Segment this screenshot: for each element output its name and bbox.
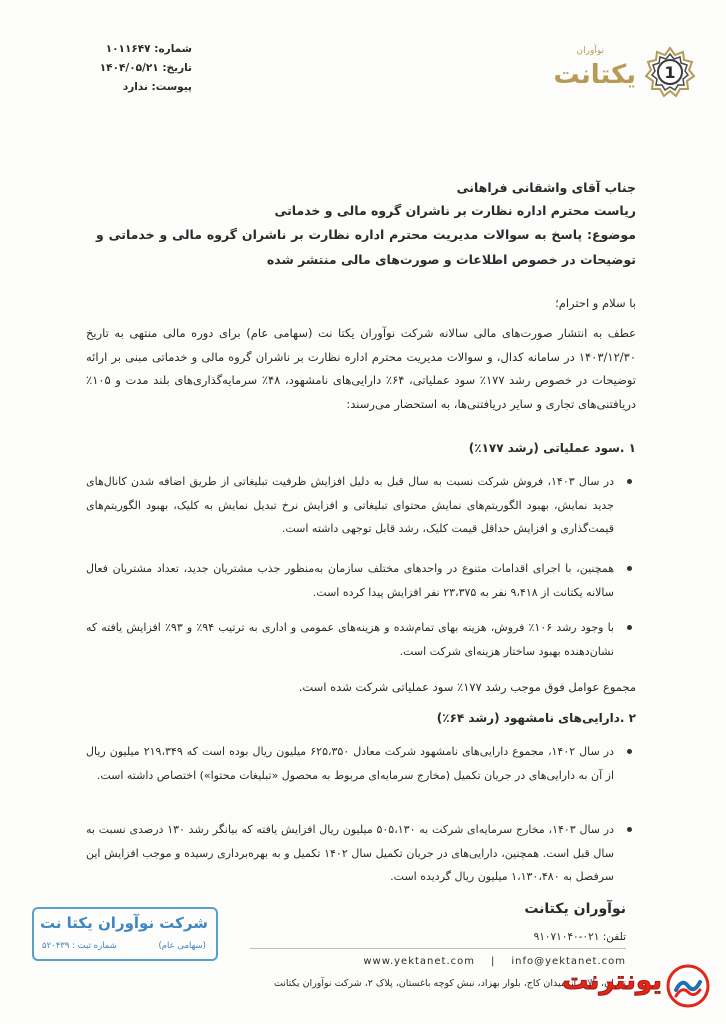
addressee-position-block	[96, 199, 636, 222]
watermark-logo	[530, 958, 716, 1014]
footer-address: تهران، بالاتر از میدان کاج، بلوار بهزاد، نبش کوچه باغستان، پلاک ۲، شرکت نوآوران یکتانت	[273, 978, 626, 989]
letter-meta	[92, 40, 192, 97]
intro-paragraph: عطف به انتشار صورت‌های مالی سالانه شرکت نوآوران یکتا نت (سهامی عام) برای دوره مالی منتهی به تاریخ ۱۴۰۳/۱۲/۳۰ در سامانه کدال، و سوالات مدیریت محترم اداره نظارت بر ناشران گروه مالی و خدماتی مبنی بر ارائه توضیحات در خصوص رشد ۱۷۷٪ سود عملیاتی، ۶۴٪ دارایی‌های نامشهود، ۴۸٪ سرمایه‌گذاری‌های بلند مدت و ۱۰۵٪ دریافتنی‌های تجاری و سایر دریافتنی‌ها، به استحضار می‌رسند:	[86, 326, 637, 411]
section2-bullet	[86, 818, 636, 889]
letter-subject: موضوع: پاسخ به سوالات مدیریت محترم اداره نظارت بر ناشران گروه مالی و خدماتی و توضیحات در خصوص اطلاعات و صورت‌های مالی منتشر شده	[96, 227, 636, 267]
section2-bullet-text: در سال ۱۴۰۳، مخارج سرمایه‌ای شرکت به ۵۰۵،۱۳۰ میلیون ریال افزایش یافته که بیانگر رشد ۱۳۰ درصدی نسبت به سال قبل است. همچنین، دارایی‌های در جریان تکمیل سال ۱۴۰۲ تکمیل و به بهره‌برداری رسیده و موجب افزایش این سرفصل به ۱،۱۳۰،۴۸۰ میلیون ریال گردیده است.	[86, 823, 615, 883]
letter-number: شماره: ۱۰۱۱۶۴۷	[105, 43, 192, 55]
letter-attachment: پیوست: ندارد	[122, 81, 192, 93]
section1-bullet-text: با وجود رشد ۱۰۶٪ فروش، هزینه بهای تمام‌شده و هزینه‌های عمومی و اداری به ترتیب ۹۴٪ و ۹۳٪ افزایش یافته که نشان‌دهنده بهبود ساختار هزینه‌ای شرکت است.	[86, 621, 614, 658]
bullet-dot-icon	[627, 479, 632, 484]
bullet-dot-icon	[627, 827, 632, 832]
stamp-company-name: شرکت نوآوران یکتا نت	[39, 914, 208, 932]
company-logo	[536, 40, 696, 102]
bullet-dot-icon	[627, 749, 632, 754]
section2-title: ۲ .دارایی‌های نامشهود (رشد ۶۴٪)	[436, 711, 636, 725]
logo-star-icon	[644, 46, 696, 98]
section1-bullet	[86, 616, 636, 663]
addressee-block	[96, 176, 636, 199]
section2-bullet	[86, 740, 636, 787]
bullet-dot-icon	[627, 625, 632, 630]
company-stamp	[32, 907, 218, 961]
footer-divider	[250, 948, 626, 949]
footer-website-link[interactable]: www.yektanet.com	[363, 956, 475, 967]
stamp-registration: شماره ثبت : ۵۲۰۴۳۹	[42, 941, 117, 951]
bullet-dot-icon	[627, 566, 632, 571]
section2-bullet-text: در سال ۱۴۰۲، مجموع دارایی‌های نامشهود شرکت معادل ۶۲۵،۳۵۰ میلیون ریال بوده است که ۲۱۹،۳۴۹ میلیون ریال از آن به دارایی‌های در جریان تکمیل (مخارج سرمایه‌ای مربوط به محصول «تبلیغات محتوا») اختصاص داشته است.	[86, 745, 614, 782]
addressee-name: جناب آقای واشقانی فراهانی	[456, 180, 636, 195]
section1-bullet	[86, 470, 636, 541]
addressee-position: ریاست محترم اداره نظارت بر ناشران گروه مالی و خدماتی	[274, 203, 636, 218]
section1-bullet-text: در سال ۱۴۰۳، فروش شرکت نسبت به سال قبل به دلیل افزایش ظرفیت تبلیغاتی از طریق اضافه شدن کانال‌های جدید نمایش، بهبود الگوریتم‌های نمایش محتوای تبلیغاتی و افزایش نرخ تبدیل نمایش به کلیک، بهبود الگوریتم‌های قیمت‌گذاری و افزایش حداقل قیمت کلیک، رشد قابل توجهی داشته است.	[86, 475, 614, 535]
section1-bullet-text: همچنین، با اجرای اقدامات متنوع در واحدهای مختلف سازمان به‌منظور جذب مشتریان جدید، تعداد مشتریان فعال سالانه یکتانت از ۹،۴۱۸ نفر به ۲۳،۳۷۵ نفر افزایش پیدا کرده است.	[86, 562, 614, 599]
footer-company-name: نوآوران یکتانت	[524, 901, 626, 917]
stamp-type: (سهامی عام)	[158, 941, 206, 951]
footer-separator: |	[491, 956, 496, 967]
footer-phone: تلفن: ۰۲۱-۹۱۰۷۱۰۴۰	[533, 931, 626, 943]
section1-title: ۱ .سود عملیاتی (رشد ۱۷۷٪)	[468, 441, 636, 455]
logo-small-text: نوآوران	[576, 46, 604, 56]
section1-bullet	[86, 557, 636, 604]
watermark-text: یونترنت	[562, 966, 662, 996]
section1-summary: مجموع عوامل فوق موجب رشد ۱۷۷٪ سود عملیاتی شرکت شده است.	[298, 680, 636, 694]
logo-digit: 1	[664, 63, 676, 82]
watermark-wave-icon	[666, 964, 710, 1008]
letter-date: تاریخ: ۱۴۰۴/۰۵/۲۱	[99, 62, 192, 74]
logo-main-text: یکتانت	[553, 60, 636, 90]
footer-email-link[interactable]: info@yektanet.com	[511, 956, 626, 967]
greeting: با سلام و احترام؛	[555, 296, 636, 310]
